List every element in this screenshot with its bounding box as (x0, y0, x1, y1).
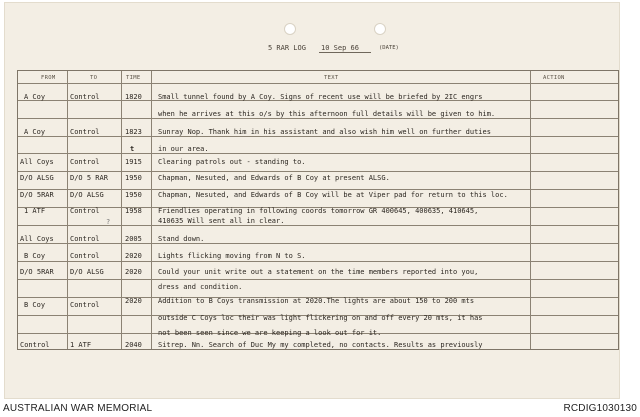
row-to: Control (70, 301, 100, 309)
row-to: Control (70, 158, 100, 166)
row-to: Control (70, 93, 100, 101)
row-to: Control (70, 235, 100, 243)
punch-hole (284, 23, 296, 35)
row-from: D/O 5RAR (20, 191, 54, 199)
row-from: A Coy (24, 93, 46, 101)
col-header-time: TIME (126, 75, 141, 81)
row-text-line: when he arrives at this o/s by this afternoon full details will be given to him. (158, 110, 496, 118)
punch-hole (374, 23, 386, 35)
row-time: 1958 (125, 207, 142, 215)
row-rule (18, 171, 618, 172)
row-text-line: Clearing patrols out - standing to. (158, 158, 306, 166)
column-rule (121, 71, 122, 349)
row-text-line: Small tunnel found by A Coy. Signs of recent use will be briefed by 2IC engrs (158, 93, 483, 101)
row-from: D/O ALSG (20, 174, 54, 182)
row-text-line: Chapman, Nesuted, and Edwards of B Coy at present ALSG. (158, 174, 390, 182)
col-header-text: TEXT (324, 75, 339, 81)
row-time: 2020 (125, 297, 142, 305)
log-date: 10 Sep 66 (321, 44, 359, 52)
row-time: 2020 (125, 252, 142, 260)
row-time: 1823 (125, 128, 142, 136)
row-time: 1915 (125, 158, 142, 166)
row-to: Control (70, 207, 100, 215)
row-to: D/O ALSG (70, 191, 104, 199)
row-rule (18, 118, 618, 119)
row-rule (18, 243, 618, 244)
row-text-line: Sitrep. Nn. Search of Duc My my completed, no contacts. Results as previously (158, 341, 483, 349)
row-time: 1950 (125, 174, 142, 182)
row-from: D/O 5RAR (20, 268, 54, 276)
row-rule (18, 189, 618, 190)
row-rule (18, 279, 618, 280)
row-time: 2040 (125, 341, 142, 349)
row-rule (18, 261, 618, 262)
footer-credit: AUSTRALIAN WAR MEMORIAL (3, 403, 153, 414)
row-from: All Coys (20, 235, 54, 243)
row-from: Control (20, 341, 50, 349)
row-from: 1 ATF (24, 207, 46, 215)
row-rule (18, 83, 618, 84)
row-time: 1950 (125, 191, 142, 199)
column-rule (151, 71, 152, 349)
row-rule (18, 153, 618, 154)
log-title: 5 RAR LOG (268, 44, 306, 52)
row-time: 2020 (125, 268, 142, 276)
row-from: A Coy (24, 128, 46, 136)
col-header-from: FROM (41, 75, 56, 81)
row-text-line: dress and condition. (158, 283, 243, 291)
date-label: (DATE) (379, 45, 399, 51)
date-underline (319, 52, 371, 53)
row-to: Control (70, 252, 100, 260)
row-text-line: Stand down. (158, 235, 205, 243)
row-time: 2005 (125, 235, 142, 243)
column-rule (67, 71, 68, 349)
log-sheet (4, 2, 620, 399)
row-text-line: 410635 Will sent all in clear. (158, 217, 285, 225)
row-mark: ? (106, 218, 111, 226)
column-rule (530, 71, 531, 349)
row-text-line: Lights flicking moving from N to S. (158, 252, 306, 260)
row-text-line: Sunray Nop. Thank him in his assistant and also wish him well on further duties (158, 128, 491, 136)
row-from: B Coy (24, 301, 46, 309)
row-from: B Coy (24, 252, 46, 260)
col-header-action: ACTION (543, 75, 565, 81)
row-text-line: not been seen since we are keeping a look out for it. (158, 329, 382, 337)
log-table (17, 70, 619, 350)
row-text-line: Could your unit write out a statement on the time members reported into you, (158, 268, 479, 276)
col-header-to: TO (90, 75, 98, 81)
row-text-line: outside C Coys loc their was light flickering on and off every 20 mts, it has (158, 314, 483, 322)
row-mark: t (130, 145, 135, 153)
row-text-line: Addition to B Coys transmission at 2020.The lights are about 150 to 200 mts (158, 297, 475, 305)
row-to: D/O 5 RAR (70, 174, 108, 182)
footer-reference: RCDIG1030130 (563, 403, 637, 414)
row-text-line: in our area. (158, 145, 209, 153)
row-time: 1820 (125, 93, 142, 101)
row-from: All Coys (20, 158, 54, 166)
row-rule (18, 136, 618, 137)
row-to: D/O ALSG (70, 268, 104, 276)
row-to: 1 ATF (70, 341, 92, 349)
row-text-line: Friendlies operating in following coords tomorrow GR 400645, 400635, 410645, (158, 207, 479, 215)
row-text-line: Chapman, Nesuted, and Edwards of B Coy will be at Viper pad for return to this loc. (158, 191, 508, 199)
row-to: Control (70, 128, 100, 136)
